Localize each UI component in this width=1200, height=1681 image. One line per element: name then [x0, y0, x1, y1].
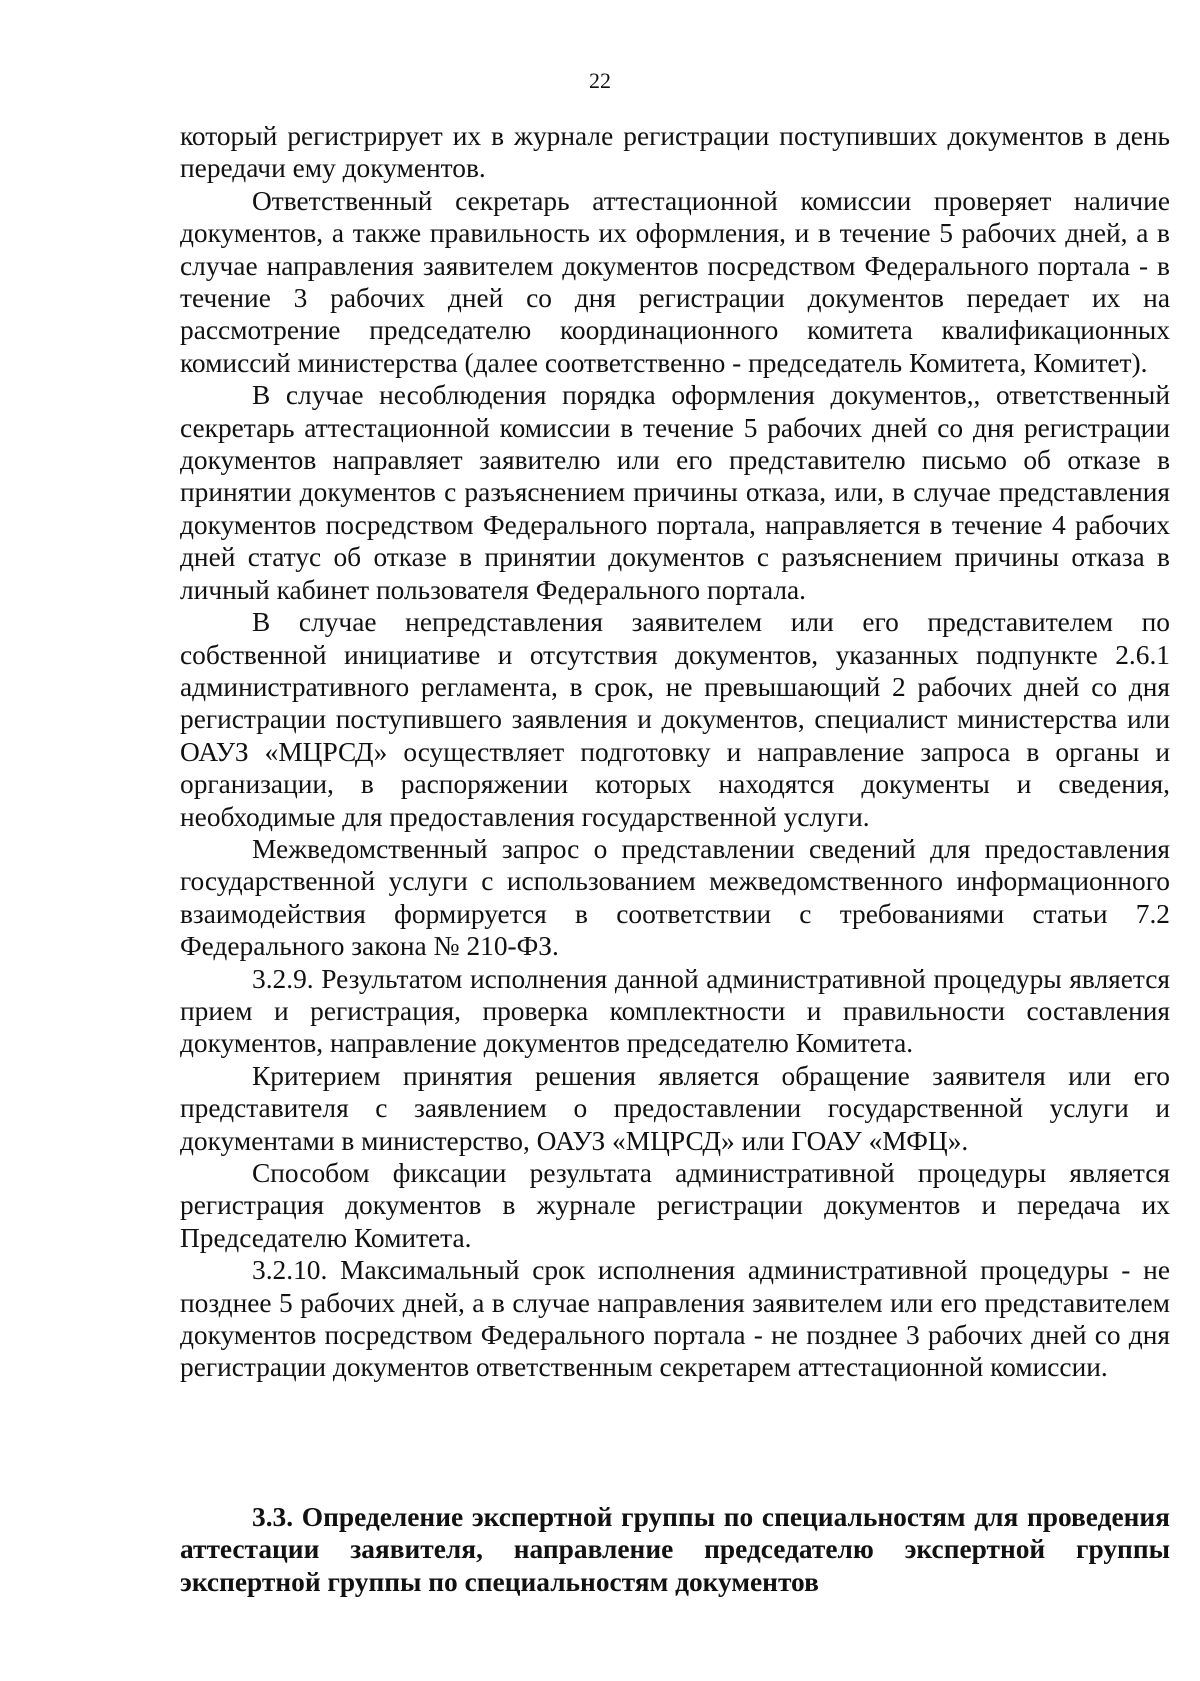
paragraph-3-2-10-deadline: 3.2.10. Максимальный срок исполнения административной процедуры - не позднее 5 рабочих дней, а в случае направления заявителем или его представителем документов посредством Федерального портала - не позднее 3 рабочих дней со дня регистрации документов ответственным секретарем аттестационной комиссии. — [180, 1255, 1170, 1383]
paragraph-decision-criterion: Критерием принятия решения является обращение заявителя или его представителя с заявлением о предоставлении государственной услуги и документами в министерство, ОАУЗ «МЦРСД» или ГОАУ «МФЦ». — [180, 1060, 1170, 1156]
paragraph-interagency-format: Межведомственный запрос о представлении сведений для предоставления государственной услуги с использованием межведомственного информационного взаимодействия формируется в соответствии с требованиями статьи 7.2 Федерального закона № 210-ФЗ. — [180, 833, 1170, 962]
paragraph-fixation-method: Способом фиксации результата административной процедуры является регистрация документов в журнале регистрации документов и передача их Председателю Комитета. — [180, 1158, 1170, 1253]
section-heading-3-3: 3.3. Определение экспертной группы по специальностям для проведения аттестации заявителя, направление председателю экспертной группы экспертной группы по специальностям документов — [180, 1502, 1170, 1597]
paragraph-interagency-request: В случае непредставления заявителем или его представителем по собственной инициативе и отсутствия документов, указанных подпункте 2.6.1 административного регламента, в срок, не превышающий 2 рабочих дней со дня регистрации поступившего заявления и документов, специалист министерства или ОАУЗ «МЦРСД» осуществляет подготовку и направление запроса в органы и организации, в распоряжении которых находятся документы и сведения, необходимые для предоставления государственной услуги. — [180, 607, 1170, 832]
document-body — [180, 120, 1170, 1384]
page-number: 22 — [589, 68, 611, 93]
paragraph-secretary-check: Ответственный секретарь аттестационной комиссии проверяет наличие документов, а также правильность их оформления, и в течение 5 рабочих дней, а в случае направления заявителем документов посредством Федерального портала - в течение 3 рабочих дней со дня регистрации документов передает их на рассмотрение председателю координационного комитета квалификационных комиссий министерства (далее соответственно - председатель Комитета, Комитет). — [180, 185, 1170, 378]
paragraph-continuation: который регистрирует их в журнале регистрации поступивших документов в день передачи ему документов. — [180, 121, 1170, 184]
paragraph-refusal: В случае несоблюдения порядка оформления документов,, ответственный секретарь аттестационной комиссии в течение 5 рабочих дней со дня регистрации документов направляет заявителю или его представителю письмо об отказе в принятии документов с разъяснением причины отказа, или, в случае представления документов посредством Федерального портала, направляется в течение 4 рабочих дней статус об отказе в принятии документов с разъяснением причины отказа в личный кабинет пользователя Федерального портала. — [180, 380, 1170, 605]
paragraph-3-2-9-result: 3.2.9. Результатом исполнения данной административной процедуры является прием и регистрация, проверка комплектности и правильности составления документов, направление документов председателю Комитета. — [180, 963, 1170, 1059]
